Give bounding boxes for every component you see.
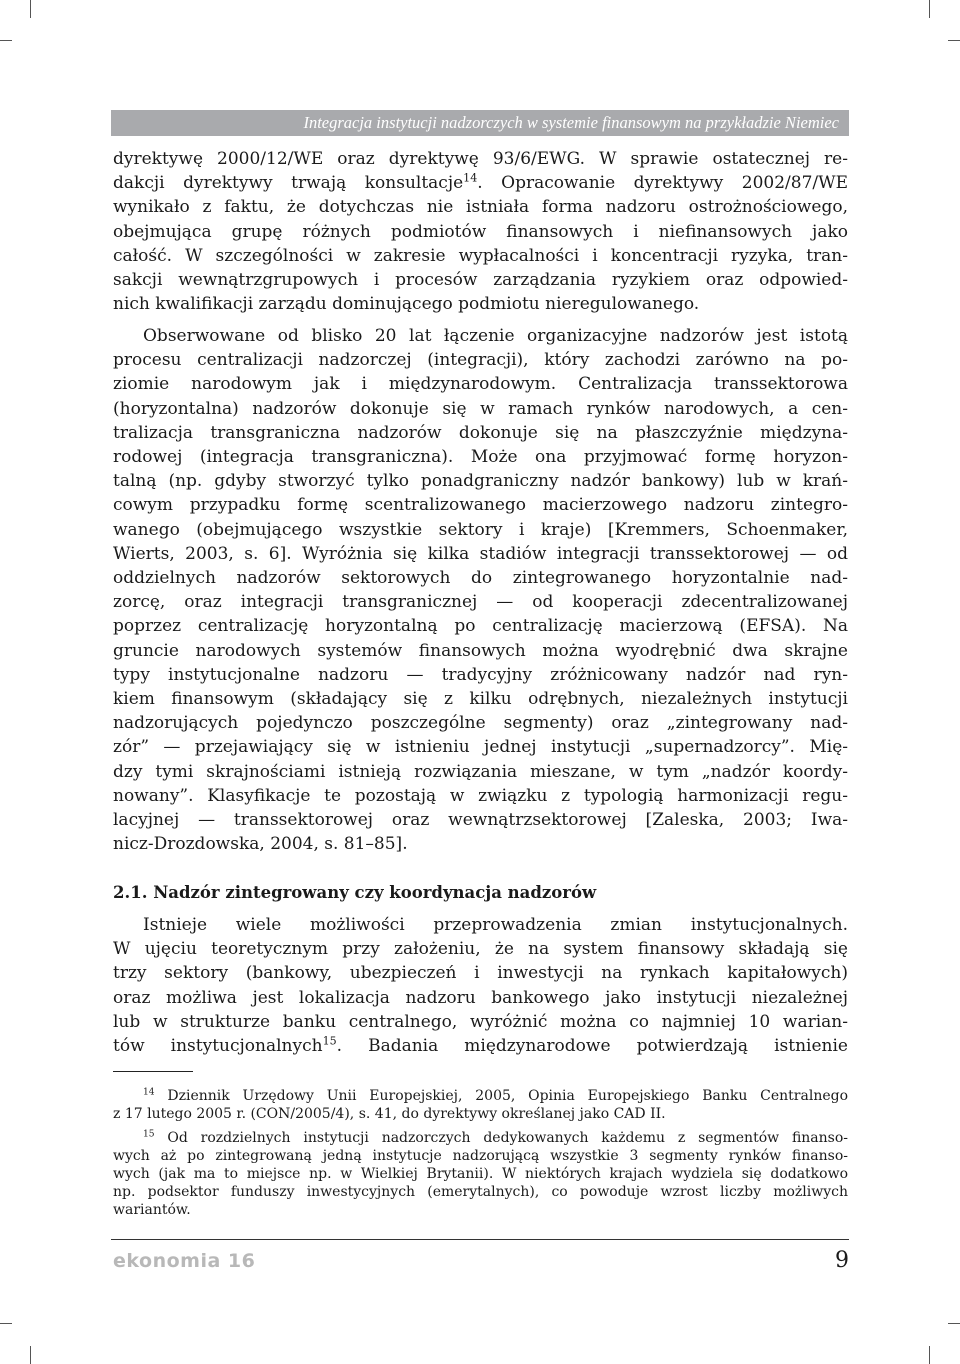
text-line: wynikało z faktu, że dotychczas nie istniała forma nadzoru ostrożnościowego,: [113, 197, 848, 218]
text-line: dzy tymi skrajnościami istnieją rozwiązania mieszane, w tym „nadzór koordy-: [113, 761, 848, 782]
crop-mark: [30, 0, 31, 18]
running-title: Integracja instytucji nadzorczych w systemie finansowym na przykładzie Niemiec: [303, 113, 839, 132]
text-line: Wierts, 2003, s. 6]. Wyróżnia się kilka stadiów integracji transsektorowej — od: [113, 543, 848, 564]
text-line: lub w strukturze banku centralnego, wyróżnić można co najmniej 10 warian-: [113, 1011, 848, 1032]
text-line: zorcę, oraz integracji transgranicznej — od kooperacji zdecentralizowanej: [113, 592, 848, 613]
text-line: tralizacja transgraniczna nadzorów dokonuje się na płaszczyźnie międzyna-: [113, 422, 848, 443]
crop-mark: [929, 1346, 930, 1364]
text-line: wanego (obejmującego wszystkie sektory i kraje) [Kremmers, Schoenmaker,: [113, 519, 848, 540]
text-line: typy instytucjonalne nadzoru — tradycyjny zróżnicowany nadzór nad ryn-: [113, 664, 848, 685]
footnote-ref-15[interactable]: 15: [322, 1034, 337, 1048]
footnote-line: wych aż po zintegrowaną jedną instytucje nadzorującą wszystkie 3 segmenty rynków finanso-: [113, 1148, 848, 1164]
text-line: trzy sektory (bankowy, ubezpieczeń i inwestycji na rynkach kapitałowych): [113, 963, 848, 984]
text-line: W ujęciu teoretycznym przy założeniu, że na system finansowy składają się: [113, 939, 848, 960]
text-line: (horyzontalna) nadzorów dokonuje się w ramach rynków narodowych, a cen-: [113, 398, 848, 419]
crop-mark: [0, 1323, 12, 1324]
footnote-line: [113, 1087, 848, 1105]
footnote-line: [113, 1129, 848, 1147]
paragraph-2: [113, 324, 848, 856]
text-span: . Badania międzynarodowe potwierdzają istnienie: [336, 1036, 848, 1057]
text-line: Obserwowane od blisko 20 lat łączenie organizacyjne nadzorów jest istotą: [143, 326, 848, 346]
text-line: nowany”. Klasyfikacje te pozostają w związku z typologią harmonizacji regu-: [113, 785, 848, 806]
footnote-separator: [113, 1071, 193, 1072]
text-span: Od rozdzielnych instytucji nadzorczych dedykowanych każdemu z segmentów finanso-: [167, 1130, 848, 1146]
text-line: gruncie narodowych systemów finansowych można wyodrębnić dwa skrajne: [113, 640, 848, 661]
crop-mark: [948, 1323, 960, 1324]
running-header: [111, 110, 849, 136]
paragraph-1: [113, 147, 848, 316]
footnote-14: [113, 1087, 848, 1123]
footer-rule: [111, 1239, 849, 1240]
text-span: dakcji dyrektywy trwają konsultacje: [113, 173, 464, 194]
text-line: [113, 1034, 848, 1058]
footnote-number: 15: [143, 1129, 155, 1140]
text-line: cowym przypadku formę scentralizowanego macierzowego nadzoru zintegro-: [113, 495, 848, 516]
footnote-ref-14[interactable]: 14: [463, 171, 478, 185]
text-span: tów instytucjonalnych: [113, 1036, 323, 1057]
text-line: lacyjnej — transsektorowej oraz wewnątrzsektorowej [Zaleska, 2003; Iwa-: [113, 810, 848, 831]
journal-name: ekonomia 16: [113, 1250, 256, 1272]
footnote-15: [113, 1129, 848, 1219]
text-line: obejmująca grupę różnych podmiotów finansowych i niefinansowych jako: [113, 221, 848, 242]
text-line: oddzielnych nadzorów sektorowych do zintegrowanego horyzontalnie nad-: [113, 568, 848, 589]
text-line: zór” — przejawiający się w istnieniu jednej instytucji „supernadzorcy”. Mię-: [113, 737, 848, 758]
footnote-line: wariantów.: [113, 1202, 191, 1218]
paragraph-3: [113, 913, 848, 1058]
text-line: talną (np. gdyby stworzyć tylko ponadgraniczny nadzór bankowy) lub w krań-: [113, 471, 848, 492]
text-line: rodowej (integracja transgraniczna). Może ona przyjmować formę horyzon-: [113, 447, 848, 468]
text-span: . Opracowanie dyrektywy 2002/87/WE: [477, 173, 848, 194]
text-line: Istnieje wiele możliwości przeprowadzenia zmian instytucjonalnych.: [143, 915, 848, 935]
footnote-line: np. podsektor funduszy inwestycyjnych (emerytalnych), co powoduje wzrost liczby możliwych: [113, 1184, 848, 1200]
text-line: sakcji wewnątrzgrupowych i procesów zarządzania ryzykiem oraz odpowied-: [113, 270, 848, 291]
text-line: [113, 171, 848, 195]
text-line: nicz-Drozdowska, 2004, s. 81–85].: [113, 834, 408, 855]
text-line: poprzez centralizację horyzontalną po centralizację macierzową (EFSA). Na: [113, 616, 848, 637]
text-line: nich kwalifikacji zarządu dominującego podmiotu nieregulowanego.: [113, 294, 700, 315]
text-line: nadzorujących pojedynczo poszczególne segmenty) oraz „zintegrowany nad-: [113, 713, 848, 734]
text-line: kiem finansowym (składający się z kilku odrębnych, niezależnych instytucji: [113, 689, 848, 710]
crop-mark: [948, 40, 960, 41]
crop-mark: [30, 1346, 31, 1364]
text-line: całość. W szczególności w zakresie wypłacalności i koncentracji ryzyka, tran-: [113, 245, 848, 266]
crop-mark: [0, 40, 12, 41]
footnote-line: wych (jak ma to miejsce np. w Wielkiej Brytanii). W niektórych krajach wydziela się dodatkowo: [113, 1166, 848, 1182]
text-line: dyrektywę 2000/12/WE oraz dyrektywę 93/6/EWG. W sprawie ostatecznej re-: [113, 149, 848, 169]
text-span: Dziennik Urzędowy Unii Europejskiej, 2005, Opinia Europejskiego Banku Centralnego: [167, 1088, 849, 1104]
text-line: oraz możliwa jest lokalizacja nadzoru bankowego jako instytucji niezależnej: [113, 987, 848, 1008]
crop-mark: [929, 0, 930, 18]
section-heading: 2.1. Nadzór zintegrowany czy koordynacja nadzorów: [113, 883, 597, 902]
text-line: ziomie narodowym jak i międzynarodowym. Centralizacja transsektorowa: [113, 374, 848, 395]
footnote-line: z 17 lutego 2005 r. (CON/2005/4), s. 41, do dyrektywy określanej jako CAD II.: [113, 1106, 666, 1122]
page-number: 9: [835, 1248, 849, 1273]
footnote-number: 14: [143, 1087, 155, 1098]
text-line: procesu centralizacji nadzorczej (integracji), który zachodzi zarówno na po-: [113, 350, 848, 371]
